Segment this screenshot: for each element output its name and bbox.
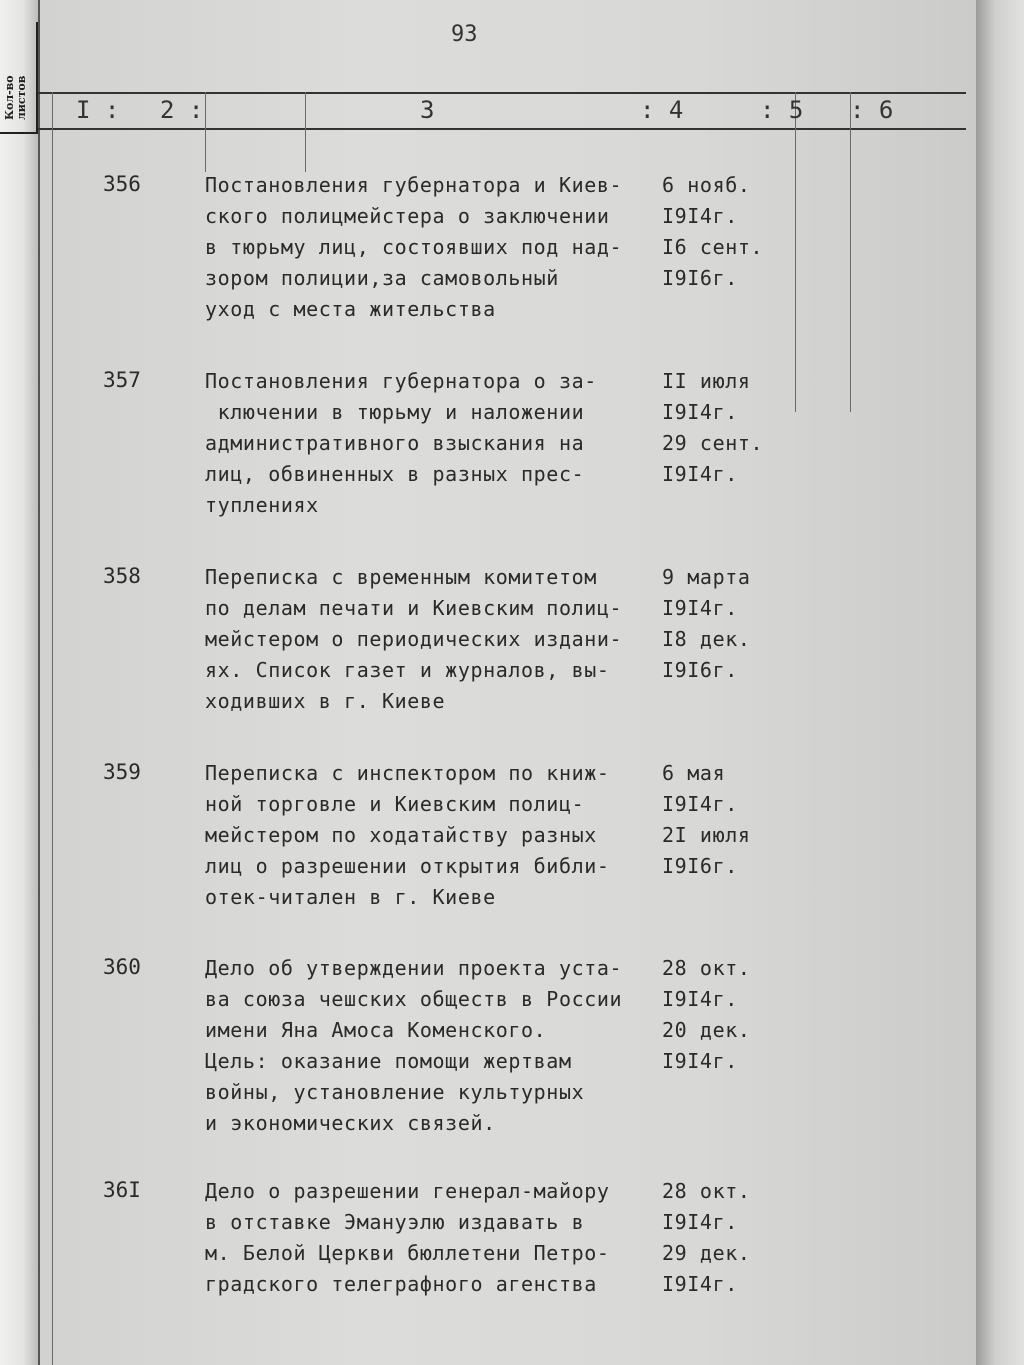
date-line: 2I июля (662, 823, 751, 847)
entry-dates (662, 1176, 782, 1300)
column-header-label: 3 (420, 96, 435, 124)
column-header-label: 5 (788, 96, 804, 124)
entry-description (205, 953, 660, 1139)
binding-strip (0, 0, 40, 1365)
description-line: в отставке Эмануэлю издавать в (205, 1210, 585, 1234)
entry-number: 357 (103, 368, 141, 392)
column-header-4: : 4 (640, 96, 684, 124)
date-line: I8 дек. (662, 627, 751, 651)
date-line: 20 дек. (662, 1018, 751, 1042)
description-line: по делам печати и Киевским полиц- (205, 596, 623, 620)
column-separator (52, 92, 53, 1365)
entry-number: 359 (103, 760, 141, 784)
date-line: II июля (662, 369, 751, 393)
description-line: мейстером о периодических издани- (205, 627, 623, 651)
spine-label (4, 20, 28, 120)
description-line: м. Белой Церкви бюллетени Петро- (205, 1241, 610, 1265)
description-line: ского полицмейстера о заключении (205, 204, 610, 228)
column-separator (795, 92, 796, 412)
date-line: I9I4г. (662, 400, 738, 424)
entry-dates (662, 758, 782, 882)
description-line: Переписка с инспектором по книж- (205, 761, 610, 785)
column-header-3 (420, 96, 434, 124)
spine-label-line: листов (15, 75, 28, 120)
description-line: ходивших в г. Киеве (205, 689, 446, 713)
header-bottom-rule (38, 128, 966, 130)
column-header-label: I (76, 96, 91, 124)
entry-description (205, 562, 660, 717)
date-line: I9I4г. (662, 1049, 738, 1073)
date-line: I9I6г. (662, 266, 738, 290)
description-line: лиц о разрешении открытия библи- (205, 854, 610, 878)
column-header-2: 2 : (160, 96, 204, 124)
date-line: I9I4г. (662, 462, 738, 486)
column-header-label: 4 (668, 96, 684, 124)
description-line: зором полиции,за самовольный (205, 266, 559, 290)
entry-dates (662, 953, 782, 1077)
column-header-5: : 5 (760, 96, 804, 124)
date-line: I9I4г. (662, 1210, 738, 1234)
description-line: административного взыскания на (205, 431, 585, 455)
description-line: и экономических связей. (205, 1111, 496, 1135)
date-line: 6 мая (662, 761, 726, 785)
entry-number: 360 (103, 955, 141, 979)
column-header-6: : 6 (850, 96, 894, 124)
column-header-label: 6 (878, 96, 894, 124)
description-line: Переписка с временным комитетом (205, 565, 597, 589)
description-line: Цель: оказание помощи жертвам (205, 1049, 572, 1073)
description-line: в тюрьму лиц, состоявших под над- (205, 235, 623, 259)
description-line: имени Яна Амоса Коменского. (205, 1018, 547, 1042)
column-separator (305, 92, 306, 172)
date-line: 9 марта (662, 565, 751, 589)
entry-description (205, 758, 660, 913)
description-line: мейстером по ходатайству разных (205, 823, 597, 847)
date-line: 29 сент. (662, 431, 764, 455)
page-number: 93 (451, 22, 478, 47)
description-line: градского телеграфного агенства (205, 1272, 597, 1296)
entry-description (205, 170, 660, 325)
column-separator (850, 92, 851, 412)
date-line: I6 сент. (662, 235, 764, 259)
date-line: I9I6г. (662, 854, 738, 878)
entry-number: 356 (103, 172, 141, 196)
description-line: ях. Список газет и журналов, вы- (205, 658, 610, 682)
description-line: лиц, обвиненных в разных прес- (205, 462, 585, 486)
date-line: 6 нояб. (662, 173, 751, 197)
header-top-rule (38, 92, 966, 94)
entry-dates (662, 562, 782, 686)
description-line: Постановления губернатора и Киев- (205, 173, 623, 197)
entry-number: 358 (103, 564, 141, 588)
date-line: I9I4г. (662, 1272, 738, 1296)
description-line: ключении в тюрьму и наложении (205, 400, 585, 424)
description-line: туплениях (205, 493, 319, 517)
spine-label-line: Кол-во (3, 75, 16, 120)
date-line: I9I6г. (662, 658, 738, 682)
column-separator (205, 92, 206, 172)
date-line: 28 окт. (662, 956, 751, 980)
description-line: войны, установление культурных (205, 1080, 585, 1104)
date-line: I9I4г. (662, 596, 738, 620)
column-header-1: I : (76, 96, 120, 124)
entry-dates (662, 170, 782, 294)
description-line: отек-читален в г. Киеве (205, 885, 496, 909)
entry-dates (662, 366, 782, 490)
date-line: I9I4г. (662, 792, 738, 816)
column-header-label: 2 (160, 96, 175, 124)
date-line: 29 дек. (662, 1241, 751, 1265)
entry-description (205, 366, 660, 521)
description-line: ной торговле и Киевским полиц- (205, 792, 585, 816)
entry-description (205, 1176, 660, 1300)
description-line: Дело об утверждении проекта уста- (205, 956, 623, 980)
date-line: I9I4г. (662, 204, 738, 228)
description-line: ва союза чешских обществ в России (205, 987, 623, 1011)
description-line: Постановления губернатора о за- (205, 369, 597, 393)
date-line: I9I4г. (662, 987, 738, 1011)
page-edge-shadow (976, 0, 1024, 1365)
date-line: 28 окт. (662, 1179, 751, 1203)
entry-number: 36I (103, 1178, 141, 1202)
description-line: уход с места жительства (205, 297, 496, 321)
description-line: Дело о разрешении генерал-майору (205, 1179, 610, 1203)
